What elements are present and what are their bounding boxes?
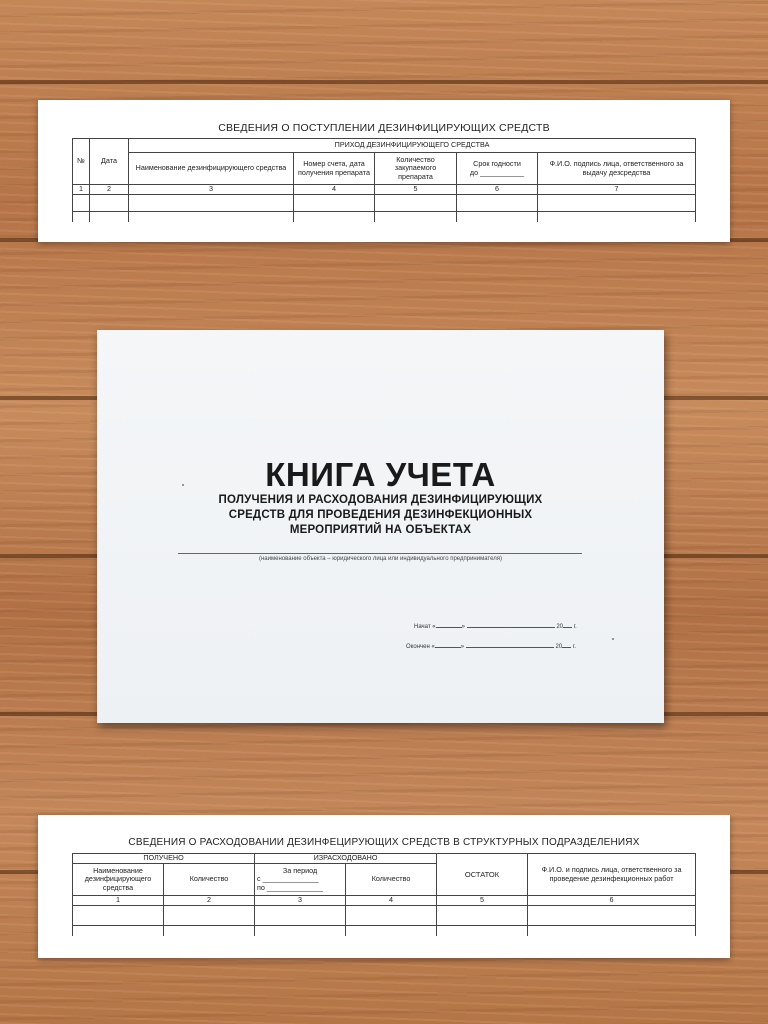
consumption-form-strip — [38, 815, 730, 958]
expiry-label: Срок годности — [473, 158, 521, 168]
group-header-received: ПОЛУЧЕНО — [73, 854, 255, 864]
receipt-form-title: СВЕДЕНИЯ О ПОСТУПЛЕНИИ ДЕЗИНФИЦИРУЮЩИХ СРЕДСТВ — [218, 122, 550, 134]
period-label: За период — [282, 865, 318, 875]
table-row — [73, 926, 696, 936]
year-suffix: г. — [572, 644, 576, 650]
col-header-balance: ОСТАТОК — [437, 854, 528, 896]
book-title: КНИГА УЧЕТА — [265, 456, 496, 493]
col-header-expiry — [457, 153, 538, 185]
column-numbers-row — [73, 896, 696, 906]
col-header-number: № — [73, 139, 90, 185]
ended-date-row — [406, 642, 576, 650]
receipt-form-strip — [38, 100, 730, 242]
col-number: 2 — [90, 185, 129, 195]
col-header-person: Ф.И.О. подпись лица, ответственного за выдачу дезсредства — [538, 153, 696, 185]
book-subtitle-line-3: МЕРОПРИЯТИЙ НА ОБЪЕКТАХ — [289, 524, 472, 536]
col-number: 4 — [346, 896, 437, 906]
column-numbers-row — [73, 185, 696, 195]
paper-speck — [182, 484, 184, 486]
paper-speck — [612, 638, 614, 640]
year-prefix: 20 — [556, 624, 563, 630]
table-row — [73, 212, 696, 222]
col-header-invoice: Номер счета, дата получения препарата — [294, 153, 375, 185]
ended-label: Окончен « — [406, 644, 435, 650]
col-number: 5 — [437, 896, 528, 906]
col-header-person: Ф.И.О. и подпись лица, ответственного за проведение дезинфекционных работ — [528, 854, 696, 896]
started-label: Начат « — [414, 624, 436, 630]
receipt-table — [72, 138, 696, 222]
group-header-receipt: ПРИХОД ДЕЗИНФИЦИРУЮЩЕГО СРЕДСТВА — [129, 139, 696, 153]
col-number: 5 — [375, 185, 457, 195]
object-name-line — [178, 553, 582, 554]
year-suffix: г. — [573, 624, 577, 630]
group-header-spent: ИЗРАСХОДОВАНО — [255, 854, 437, 864]
book-cover — [97, 330, 664, 723]
col-number: 2 — [164, 896, 255, 906]
col-header-date: Дата — [90, 139, 129, 185]
col-number: 6 — [457, 185, 538, 195]
period-to: по ______________ — [257, 882, 323, 892]
quote-close: » — [460, 644, 465, 650]
col-header-quantity: Количество закупаемого препарата — [375, 153, 457, 185]
year-prefix: 20 — [555, 644, 563, 650]
col-number: 3 — [255, 896, 346, 906]
quote-close: » — [461, 624, 465, 630]
col-number: 1 — [73, 896, 164, 906]
col-number: 6 — [528, 896, 696, 906]
consumption-form-title: СВЕДЕНИЯ О РАСХОДОВАНИИ ДЕЗИНФЕЦИРУЮЩИХ СРЕДСТВ В СТРУКТУРНЫХ ПОДРАЗДЕЛЕНИЯХ — [128, 837, 640, 848]
col-number: 4 — [294, 185, 375, 195]
col-header-name: Наименование дезинфицирующего средства — [129, 153, 294, 185]
col-number: 1 — [73, 185, 90, 195]
expiry-until: до ___________ — [469, 167, 525, 177]
col-header-name: Наименование дезинфицирующего средства — [73, 864, 164, 896]
object-name-caption: (наименование объекта – юридического лица или индивидуального предпринимателя) — [259, 556, 502, 562]
col-number: 7 — [538, 185, 696, 195]
col-header-period — [255, 864, 346, 896]
started-date-row — [414, 622, 577, 630]
period-from: с ______________ — [257, 874, 319, 884]
book-subtitle-line-1: ПОЛУЧЕНИЯ И РАСХОДОВАНИЯ ДЕЗИНФИЦИРУЮЩИХ — [218, 494, 543, 506]
consumption-table — [72, 853, 696, 936]
table-row — [73, 195, 696, 212]
col-header-qty-spent: Количество — [346, 864, 437, 896]
col-header-qty-received: Количество — [164, 864, 255, 896]
book-subtitle-line-2: СРЕДСТВ ДЛЯ ПРОВЕДЕНИЯ ДЕЗИНФЕКЦИОННЫХ — [228, 509, 533, 521]
col-number: 3 — [129, 185, 294, 195]
table-row — [73, 906, 696, 926]
